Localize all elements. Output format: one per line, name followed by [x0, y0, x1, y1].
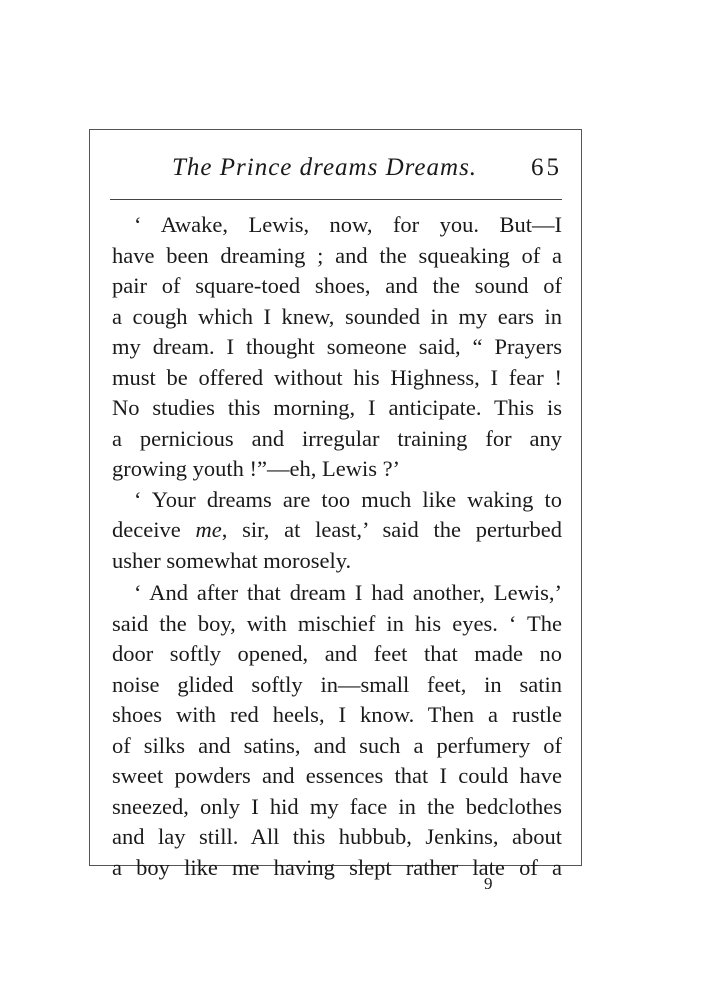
text-line: door softly opened, and feet that made no — [112, 641, 562, 666]
text-line: No studies this morning, I anticipate. This is — [112, 395, 562, 420]
text-line: my dream. I thought someone said, “ Prayers — [112, 334, 562, 359]
running-head — [110, 152, 562, 188]
text-line: must be offered without his Highness, I fear ! — [112, 364, 562, 390]
text-line: usher somewhat morosely. — [112, 547, 352, 573]
body-text — [112, 210, 562, 883]
text-segment: , sir, at least,’ said the perturbed — [221, 517, 562, 542]
emphasis: me — [195, 517, 222, 542]
text-line: of silks and satins, and such a perfumery of — [112, 732, 562, 758]
text-line — [112, 515, 562, 546]
text-line: a pernicious and irregular training for any — [112, 425, 562, 451]
text-line: shoes with red heels, I know. Then a rustle — [112, 702, 562, 727]
text-line: ‘ Awake, Lewis, now, for you. But—I — [134, 212, 562, 237]
text-line: a cough which I knew, sounded in my ears in — [112, 303, 562, 329]
text-segment: deceive — [112, 517, 196, 542]
page-number: 65 — [531, 154, 562, 181]
text-line: ‘ Your dreams are too much like waking to — [134, 486, 562, 512]
header-rule — [110, 199, 562, 200]
text-line: have been dreaming ; and the squeaking of a — [112, 242, 562, 268]
text-line: a boy like me having slept rather late of a — [112, 854, 562, 880]
text-line: sweet powders and essences that I could have — [112, 763, 562, 788]
running-title: The Prince dreams Dreams. — [172, 154, 478, 181]
text-line: said the boy, with mischief in his eyes. ‘ The — [112, 610, 562, 636]
text-line: sneezed, only I hid my face in the bedclothes — [112, 793, 562, 819]
text-line: noise glided softly in—small feet, in satin — [112, 671, 562, 697]
text-line: ‘ And after that dream I had another, Lewis,’ — [134, 580, 562, 605]
text-line: pair of square-toed shoes, and the sound of — [112, 273, 562, 298]
signature-mark: 9 — [484, 874, 493, 893]
text-line: growing youth !”—eh, Lewis ?’ — [112, 456, 401, 481]
text-line: and lay still. All this hubbub, Jenkins, about — [112, 824, 562, 849]
